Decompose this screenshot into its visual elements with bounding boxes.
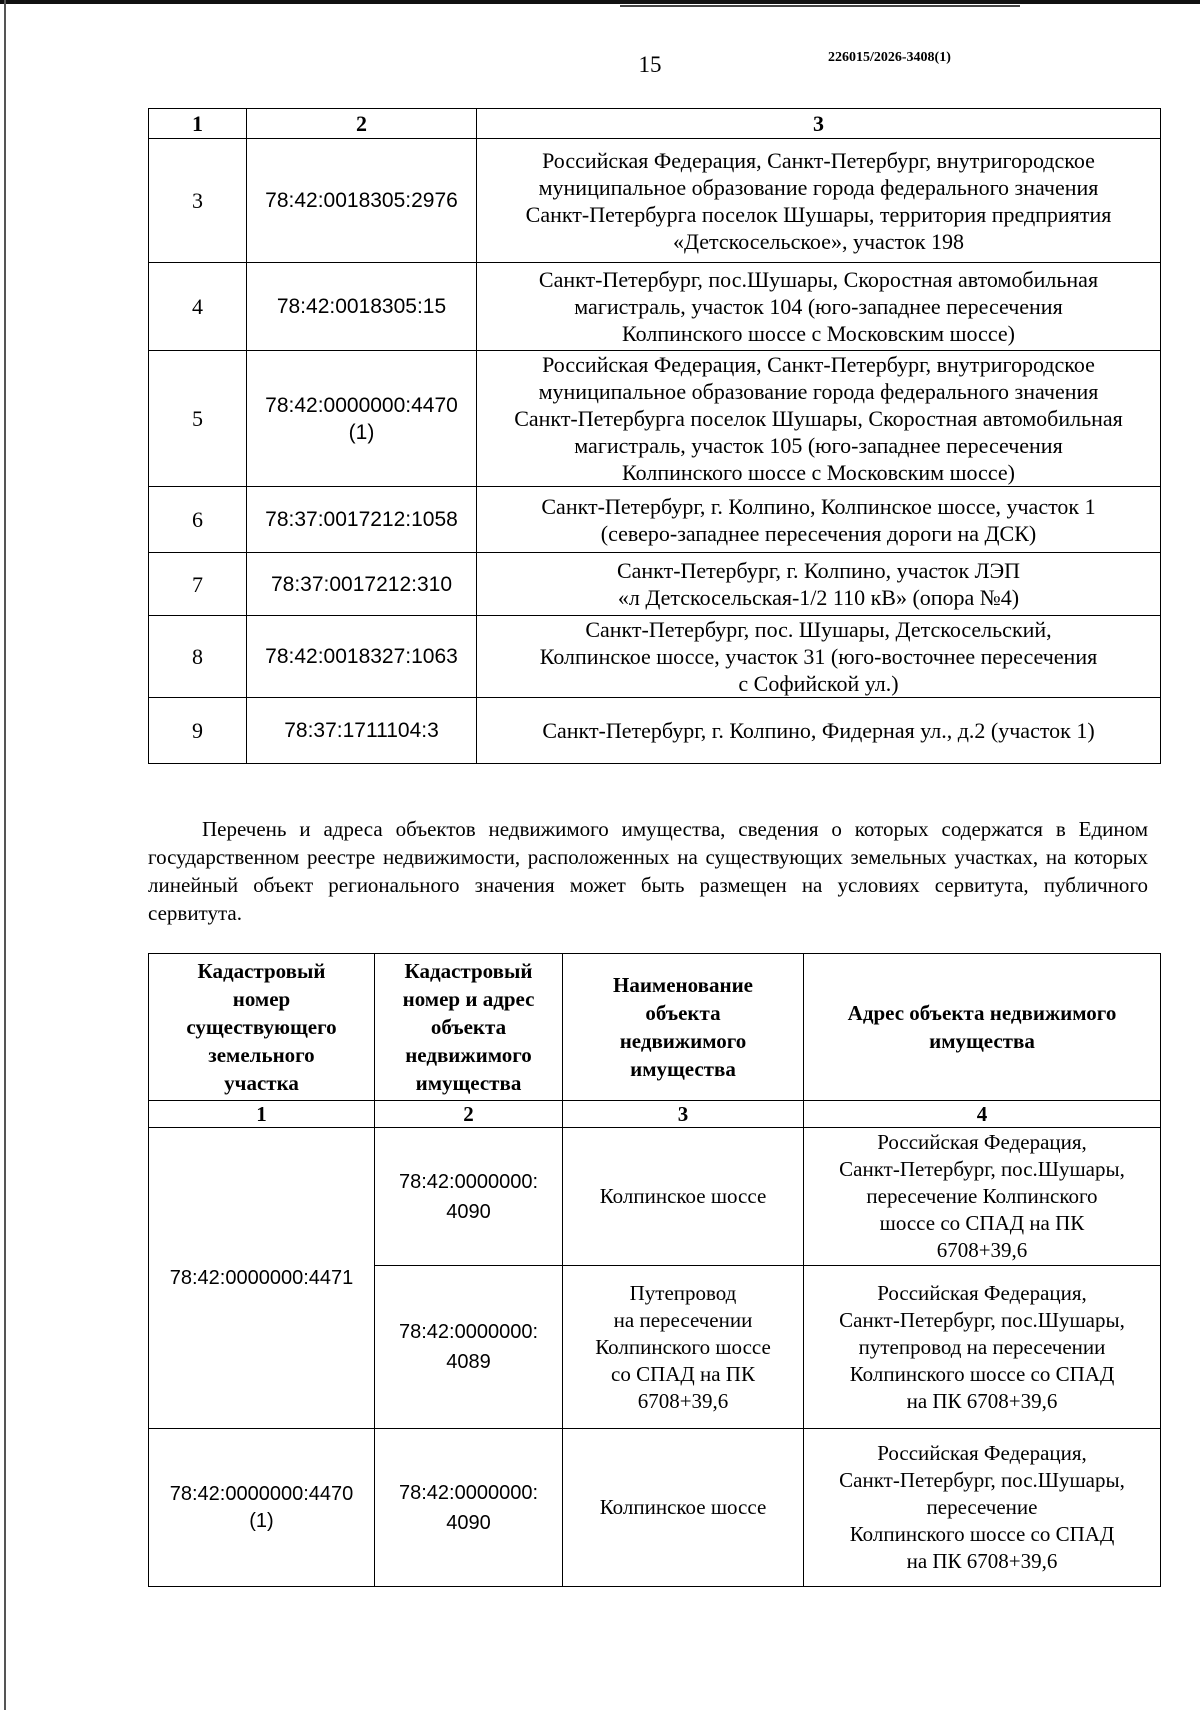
address-cell: [477, 139, 1161, 263]
cadastral-number-line: 78:42:0000000:: [398, 1481, 539, 1504]
cadastral-number-line: 4090: [446, 1511, 491, 1534]
address-line: Российская Федерация, Санкт-Петербург, внутригородское: [542, 352, 1095, 377]
cadastral-number-line: (1): [249, 1509, 274, 1532]
address-line: Российская Федерация,: [877, 1280, 1087, 1305]
cadastral-number-line: 78:37:0017212:310: [270, 572, 452, 596]
address-line: Российская Федерация,: [877, 1441, 1087, 1465]
cadastral-number-line: 4089: [446, 1351, 491, 1373]
cadastral-number-cell: [247, 263, 477, 351]
cadastral-number-cell: [247, 616, 477, 698]
address-line: «л Детскосельская-1/2 110 кВ» (опора №4): [617, 585, 1020, 610]
row-number-cell: 3: [149, 139, 247, 263]
address-line: Санкт-Петербург, пос.Шушары,: [839, 1157, 1125, 1181]
cadastral-number-line: 78:42:0000000:4470: [169, 1482, 354, 1505]
address-line: пересечение Колпинского: [866, 1184, 1098, 1208]
object-name-line: 6708+39,6: [637, 1388, 729, 1413]
column-header-line: номер: [232, 987, 291, 1011]
address-line: магистраль, участок 105 (юго-западнее пересечения: [574, 433, 1063, 458]
address-line: 6708+39,6: [936, 1238, 1028, 1262]
column-header-line: Кадастровый: [197, 959, 326, 983]
address-line: Санкт-Петербург, пос.Шушары, Скоростная автомобильная: [538, 267, 1099, 292]
cadastral-number-line: 78:42:0000000:4470: [265, 393, 458, 417]
document-number: 226015/2026-3408(1): [828, 50, 951, 65]
object-name-cell: [563, 1266, 804, 1429]
real-estate-objects-table-body: [149, 1128, 1161, 1587]
row-number-cell: 6: [149, 487, 247, 553]
address-line: Российская Федерация, Санкт-Петербург, внутригородское: [542, 147, 1095, 173]
object-name-line: со СПАД на ПК: [611, 1361, 755, 1386]
address-line: на ПК 6708+39,6: [906, 1388, 1058, 1413]
address-line: Колпинского шоссе со СПАД: [849, 1522, 1115, 1546]
address-line: с Софийской ул.): [738, 671, 899, 696]
address-line: Санкт-Петербург, пос.Шушары,: [839, 1468, 1125, 1492]
cadastral-number-line: 4090: [446, 1200, 491, 1223]
cadastral-number-line: 78:42:0018305:2976: [265, 189, 458, 212]
parcels-table: [148, 108, 1161, 764]
address-line: муниципальное образование города федерального значения: [538, 174, 1099, 200]
cadastral-number-line: 78:42:0018327:1063: [265, 645, 458, 668]
parcels-table-body: [149, 139, 1161, 764]
column-header-line: имущества: [630, 1057, 736, 1081]
object-name-cell: [563, 1429, 804, 1587]
address-line: муниципальное образование города федерального значения: [538, 379, 1099, 404]
object-name-cell: [563, 1128, 804, 1266]
column-header-line: имущества: [415, 1071, 522, 1095]
table-row: [149, 351, 1161, 487]
address-line: Санкт-Петербурга поселок Шушары, территория предприятия: [525, 201, 1112, 227]
address-line: (северо-западнее пересечения дороги на ДСК): [600, 520, 1037, 546]
row-number-cell: 5: [149, 351, 247, 487]
column-number: 2: [375, 1101, 563, 1128]
address-cell: [477, 698, 1161, 764]
column-header: [563, 954, 804, 1101]
address-cell: [477, 553, 1161, 616]
row-number-cell: 7: [149, 553, 247, 616]
address-line: шоссе со СПАД на ПК: [879, 1211, 1085, 1235]
column-header-line: недвижимого: [619, 1029, 747, 1053]
address-line: Санкт-Петербурга поселок Шушары, Скоростная автомобильная: [514, 406, 1123, 431]
cadastral-number-line: 78:37:1711104:3: [284, 719, 439, 742]
object-name-line: Колпинского шоссе: [595, 1334, 771, 1359]
object-address-cell: [804, 1429, 1161, 1587]
column-header-line: участка: [224, 1071, 299, 1095]
column-number-row: [149, 1101, 1161, 1128]
address-line: Колпинского шоссе с Московским шоссе): [622, 460, 1015, 485]
address-line: Санкт-Петербург, пос. Шушары, Детскосельский,: [585, 617, 1052, 642]
address-line: Российская Федерация,: [877, 1130, 1087, 1154]
cadastral-number-cell: [247, 139, 477, 263]
address-line: «Детскосельское», участок 198: [672, 228, 965, 254]
table-row: [149, 1128, 1161, 1266]
cadastral-number-line: 78:42:0018305:15: [276, 295, 447, 318]
object-name-line: Колпинское шоссе: [599, 1184, 767, 1208]
parcel-cadastral-cell: [149, 1429, 375, 1587]
column-number: 3: [477, 109, 1161, 139]
table-row: [149, 616, 1161, 698]
address-line: Санкт-Петербург, г. Колпино, Фидерная ул., д.2 (участок 1): [542, 718, 1095, 743]
cadastral-number-cell: [247, 351, 477, 487]
column-header-line: существующего: [186, 1015, 337, 1039]
column-header-line: номер и адрес: [402, 987, 535, 1011]
column-number: 3: [563, 1101, 804, 1128]
object-cadastral-cell: [375, 1128, 563, 1266]
column-number: 2: [247, 109, 477, 139]
row-number-cell: 9: [149, 698, 247, 764]
column-number: 1: [149, 109, 247, 139]
column-header-line: земельного: [208, 1043, 315, 1067]
address-cell: [477, 616, 1161, 698]
table-row: [149, 139, 1161, 263]
table-row: [149, 553, 1161, 616]
cadastral-number-line: 78:42:0000000:4471: [169, 1266, 354, 1289]
address-line: пересечение: [926, 1495, 1038, 1519]
cadastral-number-line: (1): [348, 420, 375, 444]
address-cell: [477, 487, 1161, 553]
column-header: [149, 954, 375, 1101]
real-estate-objects-table: [148, 953, 1161, 1587]
address-line: Колпинское шоссе, участок 31 (юго-восточнее пересечения: [539, 644, 1098, 669]
cadastral-number-line: 78:37:0017212:1058: [265, 508, 458, 531]
table-row: [149, 698, 1161, 764]
object-name-line: на пересечении: [613, 1307, 753, 1332]
row-number-cell: 8: [149, 616, 247, 698]
object-cadastral-cell: [375, 1266, 563, 1429]
address-line: Колпинского шоссе со СПАД: [849, 1361, 1115, 1386]
column-header-line: Адрес объекта недвижимого: [847, 1001, 1117, 1025]
column-number: 4: [804, 1101, 1161, 1128]
table-row: [149, 487, 1161, 553]
address-cell: [477, 351, 1161, 487]
scan-edge-top: [0, 0, 1200, 4]
cadastral-number-cell: [247, 487, 477, 553]
object-address-cell: [804, 1128, 1161, 1266]
object-name-line: Колпинское шоссе: [599, 1495, 767, 1519]
column-number-row: [149, 109, 1161, 139]
scan-edge-top-secondary: [620, 5, 1020, 7]
address-line: Санкт-Петербург, г. Колпино, участок ЛЭП: [616, 558, 1021, 583]
cadastral-number-line: 78:42:0000000:: [398, 1321, 539, 1343]
address-line: Санкт-Петербург, пос.Шушары,: [839, 1307, 1125, 1332]
scan-edge-left: [4, 0, 6, 1710]
object-address-cell: [804, 1266, 1161, 1429]
column-header-line: недвижимого: [405, 1043, 532, 1067]
column-header-line: объекта: [645, 1001, 721, 1025]
header-row: [149, 954, 1161, 1101]
cadastral-number-cell: [247, 553, 477, 616]
address-line: магистраль, участок 104 (юго-западнее пересечения: [574, 294, 1063, 319]
column-header-line: имущества: [929, 1029, 1035, 1053]
column-header: [804, 954, 1161, 1101]
address-line: Санкт-Петербург, г. Колпино, Колпинское шоссе, участок 1: [541, 493, 1096, 519]
parcel-cadastral-cell: [149, 1128, 375, 1429]
object-name-line: Путепровод: [629, 1280, 737, 1305]
address-line: Колпинского шоссе с Московским шоссе): [622, 321, 1015, 346]
cadastral-number-line: 78:42:0000000:: [398, 1170, 539, 1193]
column-number: 1: [149, 1101, 375, 1128]
table-row: [149, 263, 1161, 351]
object-cadastral-cell: [375, 1429, 563, 1587]
table-row: [149, 1429, 1161, 1587]
row-number-cell: 4: [149, 263, 247, 351]
cadastral-number-cell: [247, 698, 477, 764]
column-header-line: объекта: [430, 1015, 507, 1039]
address-line: путепровод на пересечении: [858, 1334, 1106, 1359]
column-header-line: Наименование: [613, 973, 753, 997]
column-header-line: Кадастровый: [404, 959, 533, 983]
page-number: 15: [638, 52, 662, 77]
column-header: [375, 954, 563, 1101]
address-cell: [477, 263, 1161, 351]
address-line: на ПК 6708+39,6: [906, 1549, 1058, 1573]
list-description-paragraph: Перечень и адреса объектов недвижимого имущества, сведения о которых содержатся в Едином государственном реестре недвижимости, расположенных на существующих земельных участках, на которых линейный объект регионального значения может быть размещен на условиях сервитута, публичного сервитута.: [148, 817, 1148, 925]
